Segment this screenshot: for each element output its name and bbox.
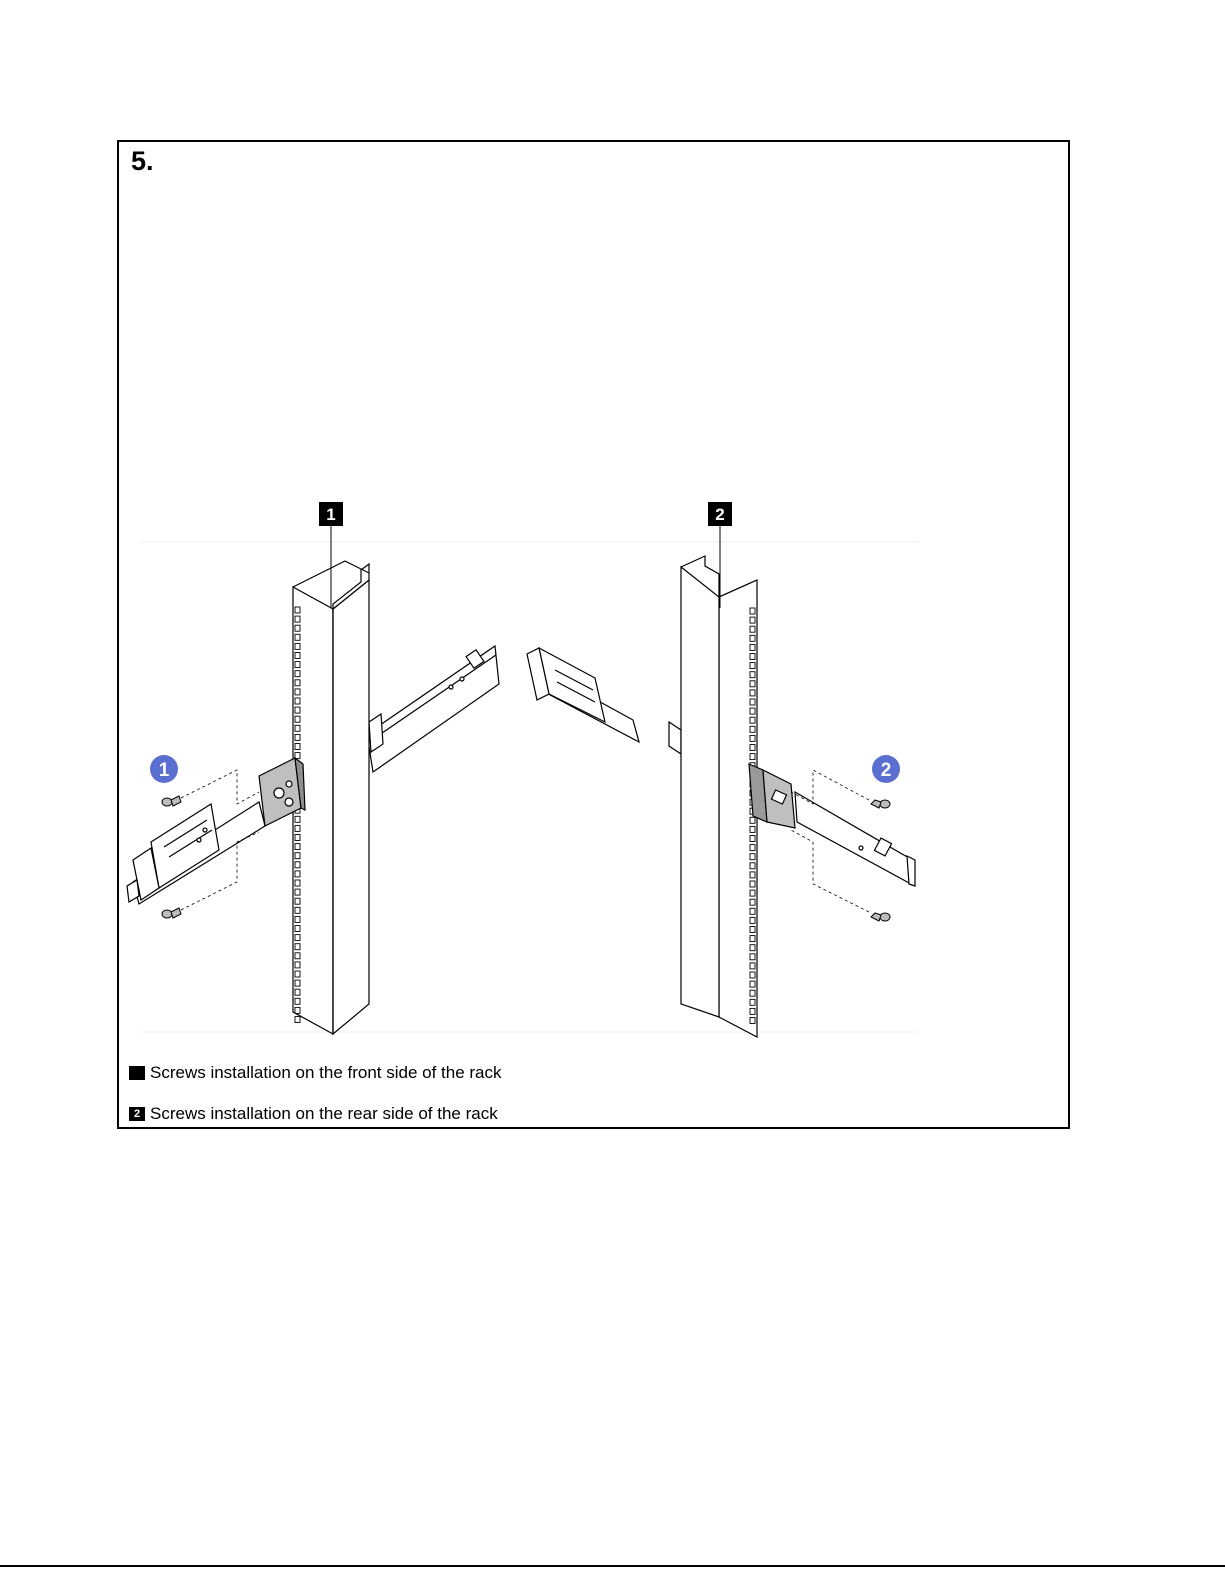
post-hole	[295, 607, 300, 613]
post-hole	[295, 935, 300, 941]
post-hole	[295, 907, 300, 913]
post-hole	[750, 745, 755, 751]
callout-2	[872, 755, 900, 783]
post-hole	[750, 654, 755, 660]
post-hole	[295, 880, 300, 886]
background-grid	[139, 542, 919, 1032]
post-hole	[295, 671, 300, 677]
post-hole	[295, 753, 300, 759]
post-hole	[750, 999, 755, 1005]
rear-screw-top	[871, 800, 890, 808]
post-hole	[750, 663, 755, 669]
post-hole	[750, 845, 755, 851]
post-hole	[295, 898, 300, 904]
post-hole	[750, 608, 755, 614]
post-hole	[295, 962, 300, 968]
post-hole	[295, 998, 300, 1004]
post-hole	[295, 916, 300, 922]
post-hole	[750, 863, 755, 869]
page-bottom-rule	[0, 1565, 1225, 1567]
front-rack-post	[293, 561, 499, 1034]
caption-front	[129, 1063, 502, 1083]
post-hole	[295, 1007, 300, 1013]
post-hole	[295, 707, 300, 713]
post-hole	[295, 653, 300, 659]
tag-1-label: 1	[326, 505, 336, 524]
post-hole	[295, 926, 300, 932]
post-hole	[750, 690, 755, 696]
front-screw-top	[162, 796, 181, 806]
post-hole	[295, 680, 300, 686]
post-hole	[750, 635, 755, 641]
post-hole	[750, 890, 755, 896]
tag-1-marker	[319, 502, 343, 608]
post-hole	[295, 853, 300, 859]
post-hole	[295, 816, 300, 822]
post-hole	[750, 945, 755, 951]
post-hole	[750, 644, 755, 650]
post-hole	[295, 689, 300, 695]
post-hole	[295, 643, 300, 649]
post-hole	[750, 836, 755, 842]
post-hole	[750, 963, 755, 969]
post-hole	[295, 953, 300, 959]
post-hole	[750, 990, 755, 996]
post-hole	[750, 699, 755, 705]
post-hole	[750, 1008, 755, 1014]
post-hole	[295, 871, 300, 877]
post-hole	[750, 872, 755, 878]
post-hole	[295, 616, 300, 622]
post-hole	[295, 980, 300, 986]
post-hole	[750, 817, 755, 823]
step-number: 5.	[131, 146, 154, 176]
rear-screw-bottom	[871, 913, 890, 921]
caption-tag-1: 1	[129, 1066, 145, 1080]
post-hole	[295, 889, 300, 895]
post-hole	[750, 881, 755, 887]
post-hole	[750, 708, 755, 714]
post-hole	[750, 927, 755, 933]
caption-rear	[129, 1104, 498, 1124]
post-hole	[295, 989, 300, 995]
post-hole	[750, 617, 755, 623]
post-hole	[295, 944, 300, 950]
post-hole	[295, 725, 300, 731]
post-hole	[750, 936, 755, 942]
post-hole	[295, 1017, 300, 1023]
front-bracket-assembly	[127, 758, 305, 904]
caption-front-text: Screws installation on the front side of the rack	[150, 1063, 502, 1082]
post-hole	[750, 735, 755, 741]
post-hole	[750, 899, 755, 905]
caption-tag-2: 2	[129, 1107, 145, 1121]
post-hole	[295, 698, 300, 704]
post-hole	[295, 662, 300, 668]
post-hole	[295, 862, 300, 868]
figure-frame	[117, 140, 1070, 1129]
post-hole	[750, 672, 755, 678]
rack-rail-illustration	[119, 142, 1068, 1127]
post-hole	[750, 908, 755, 914]
post-hole	[750, 972, 755, 978]
post-hole	[750, 826, 755, 832]
post-hole	[295, 634, 300, 640]
post-hole	[295, 716, 300, 722]
post-hole	[295, 835, 300, 841]
post-hole	[295, 734, 300, 740]
post-hole	[750, 726, 755, 732]
tag-2-label: 2	[715, 505, 725, 524]
post-hole	[750, 717, 755, 723]
caption-rear-text: Screws installation on the rear side of the rack	[150, 1104, 498, 1123]
post-hole	[750, 681, 755, 687]
rear-rack-post	[527, 556, 757, 1037]
post-hole	[295, 825, 300, 831]
post-hole	[295, 625, 300, 631]
post-hole	[750, 626, 755, 632]
front-rail-rear-extension	[367, 646, 499, 772]
post-hole	[295, 744, 300, 750]
post-hole	[295, 844, 300, 850]
post-hole	[295, 971, 300, 977]
post-hole	[750, 954, 755, 960]
callout-2-label: 2	[880, 760, 892, 781]
post-hole	[750, 917, 755, 923]
callout-1-label: 1	[158, 760, 170, 781]
rear-rail-front-extension	[527, 648, 681, 754]
post-hole	[750, 854, 755, 860]
callout-1	[150, 755, 178, 783]
post-hole	[750, 981, 755, 987]
front-screw-bottom	[162, 908, 181, 918]
post-hole	[750, 754, 755, 760]
post-hole	[750, 1018, 755, 1024]
